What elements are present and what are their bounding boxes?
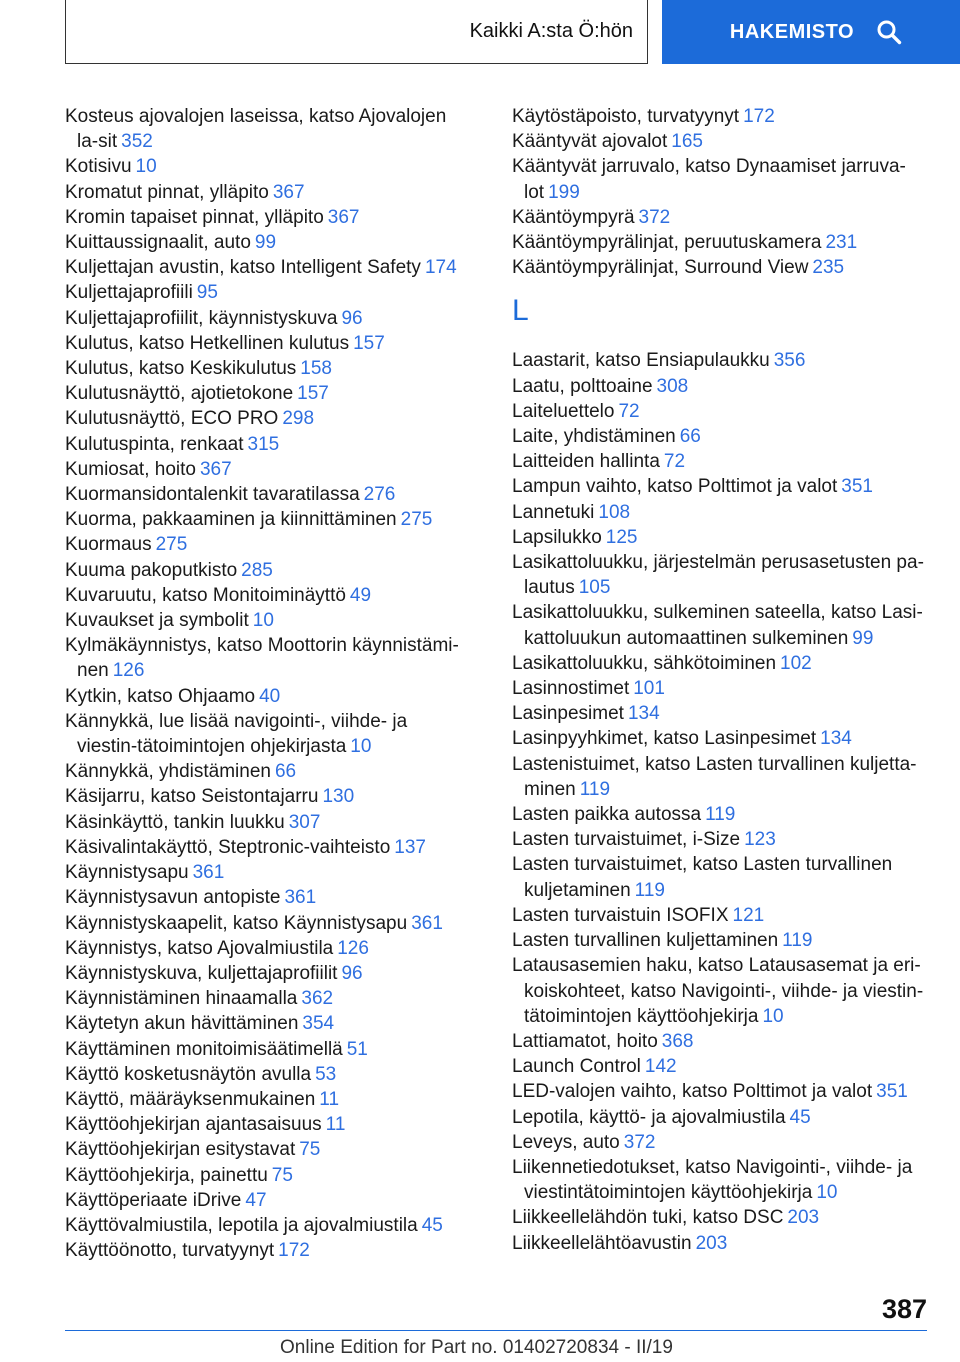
index-entry [65, 331, 470, 356]
page-link[interactable]: 368 [661, 1030, 694, 1052]
index-entry [512, 230, 927, 255]
page-link[interactable]: 308 [656, 375, 689, 397]
index-column-right [512, 104, 927, 1256]
index-entry-text: Kuvaukset ja symbolit [65, 610, 249, 632]
footer-edition: Online Edition for Part no. 01402720834 - II/19 [280, 1337, 673, 1358]
index-entry-text: Käyttö, määräyksenmukainen [65, 1088, 316, 1110]
page-link[interactable]: 203 [695, 1232, 728, 1254]
index-entry-text: Latausasemien haku, katso Latausasemat ja eri-koiskohteet, katso Navigointi-, viihde- ja viestin-tätoimintojen käyttöohjekirja [512, 955, 924, 1027]
index-entry [512, 953, 927, 1029]
index-entry-text: Kuittaussignaalit, auto [65, 232, 251, 254]
index-entry-text: Lasikattoluukku, sähkötoiminen [512, 652, 777, 674]
page-link[interactable]: 134 [627, 703, 660, 725]
page-link[interactable]: 45 [789, 1106, 811, 1128]
index-entry [512, 348, 927, 373]
index-entry [65, 532, 470, 557]
index-entry [512, 827, 927, 852]
index-entry [512, 726, 927, 751]
page-link[interactable]: 361 [192, 862, 225, 884]
page-link[interactable]: 53 [315, 1063, 337, 1085]
index-entry [512, 424, 927, 449]
index-entry [512, 1155, 927, 1205]
page-link[interactable]: 354 [302, 1013, 335, 1035]
index-entry [65, 356, 470, 381]
index-entry [65, 583, 470, 608]
index-entry [65, 936, 470, 961]
index-entry [512, 1105, 927, 1130]
index-entry [512, 129, 927, 154]
index-entry-text: Lasten turvallinen kuljettaminen [512, 930, 779, 952]
page-link[interactable]: 119 [579, 778, 611, 800]
index-entry-text: Kuorma, pakkaaminen ja kiinnittäminen [65, 509, 397, 531]
page-link[interactable]: 47 [245, 1189, 267, 1211]
page-link[interactable]: 276 [363, 484, 396, 506]
index-entry-text: Lannetuki [512, 501, 595, 523]
index-entry-text: Kääntöympyrälinjat, peruutuskamera [512, 232, 822, 254]
index-entry [65, 255, 470, 280]
page-link[interactable]: 275 [400, 509, 433, 531]
index-entry [512, 104, 927, 129]
index-entry [65, 230, 470, 255]
index-entry [512, 1054, 927, 1079]
index-entry-text: Kuuma pakoputkisto [65, 559, 238, 581]
index-entry [512, 701, 927, 726]
tab-a-to-z[interactable] [65, 0, 648, 64]
index-entry-text: Kuljettajaprofiili [65, 282, 193, 304]
index-entry [65, 885, 470, 910]
page-link[interactable]: 126 [337, 937, 369, 959]
index-entry-text: Leveys, auto [512, 1131, 620, 1153]
index-entry-text: Kromatut pinnat, ylläpito [65, 181, 269, 203]
index-entry [65, 205, 470, 230]
index-entry [65, 180, 470, 205]
index-entry [512, 474, 927, 499]
index-group-l [512, 348, 927, 1255]
index-entry [65, 482, 470, 507]
index-entry [65, 558, 470, 583]
page-link[interactable]: 40 [259, 685, 281, 707]
page-link[interactable]: 10 [252, 610, 274, 632]
page-link[interactable]: 66 [274, 761, 297, 783]
index-entry [65, 154, 470, 179]
index-entry [65, 709, 470, 759]
index-entry-text: Lasten turvaistuimet, katso Lasten turvallinen kuljetaminen [512, 854, 893, 901]
index-entry-text: Kuvaruutu, katso Monitoiminäyttö [65, 584, 346, 606]
index-entry-text: Kuormaus [65, 534, 152, 556]
index-entry-text: Lepotila, käyttö- ja ajovalmiustila [512, 1106, 786, 1128]
index-entry-text: Käyttöperiaate iDrive [65, 1189, 242, 1211]
page-link[interactable]: 134 [820, 728, 852, 750]
index-entry [65, 1011, 470, 1036]
page-link[interactable]: 351 [876, 1081, 908, 1103]
index-entry-text: Käynnistysavun antopiste [65, 887, 281, 909]
index-entry-text: Kulutus, katso Keskikulutus [65, 358, 297, 380]
index-entry-text: Lasten turvaistuin ISOFIX [512, 904, 729, 926]
page-link[interactable]: 130 [322, 786, 355, 808]
index-entry [65, 608, 470, 633]
page-link[interactable]: 102 [780, 652, 812, 674]
page-link[interactable]: 172 [278, 1240, 310, 1262]
page-link[interactable]: 72 [663, 451, 686, 473]
page-link[interactable]: 49 [349, 584, 372, 606]
index-entry-text: Kuljettajan avustin, katso Intelligent Safety [65, 257, 421, 279]
index-entry [65, 961, 470, 986]
page-link[interactable]: 298 [282, 408, 315, 430]
index-entry-text: Lastenistuimet, katso Lasten turvallinen kuljetta-minen [512, 753, 917, 800]
index-entry-text: Laatu, polttoaine [512, 375, 653, 397]
index-entry-text: Käyttöohjekirjan ajantasaisuus [65, 1114, 322, 1136]
page-link[interactable]: 10 [350, 736, 372, 758]
index-entry [512, 600, 927, 650]
index-entry [512, 676, 927, 701]
index-entry [65, 1087, 470, 1112]
index-entry [512, 852, 927, 902]
page-link[interactable]: 119 [705, 804, 736, 826]
index-entry-text: Käynnistäminen hinaamalla [65, 988, 298, 1010]
index-entry-text: Kääntöympyrälinjat, Surround View [512, 257, 809, 279]
page-link[interactable]: 361 [411, 912, 443, 934]
index-entry [512, 1205, 927, 1230]
page-link[interactable]: 361 [284, 887, 317, 909]
index-entry-text: Lasinpyyhkimet, katso Lasinpesimet [512, 728, 817, 750]
page-link[interactable]: 126 [112, 660, 145, 682]
page-link[interactable]: 158 [300, 358, 332, 380]
page-link[interactable]: 95 [196, 282, 218, 304]
index-entry-text: Kromin tapaiset pinnat, ylläpito [65, 206, 324, 228]
page-link[interactable]: 99 [852, 627, 874, 649]
page-link[interactable]: 108 [598, 501, 631, 523]
page-link[interactable]: 51 [346, 1038, 368, 1060]
index-entry-text: Lasinnostimet [512, 678, 630, 700]
index-entry [512, 550, 927, 600]
index-entry [512, 1029, 927, 1054]
index-entry [65, 1137, 470, 1162]
page-number: 387 [881, 1294, 927, 1324]
index-entry [65, 759, 470, 784]
page-link[interactable]: 275 [155, 534, 188, 556]
index-entry-text: Kulutuspinta, renkaat [65, 433, 244, 455]
page-link[interactable]: 372 [623, 1131, 656, 1153]
index-entry [65, 381, 470, 406]
page-link[interactable]: 157 [353, 332, 385, 354]
index-entry [512, 449, 927, 474]
index-entry [65, 457, 470, 482]
page-link[interactable]: 203 [787, 1207, 820, 1229]
page-link[interactable]: 10 [135, 156, 157, 178]
page-link[interactable]: 307 [288, 811, 321, 833]
index-entry-text: Kulutus, katso Hetkellinen kulutus [65, 332, 350, 354]
page-link[interactable]: 199 [548, 181, 580, 203]
page-link[interactable]: 96 [341, 307, 363, 329]
page-link[interactable]: 174 [424, 257, 457, 279]
page-link[interactable]: 11 [319, 1088, 340, 1110]
page-link[interactable]: 356 [773, 350, 806, 372]
index-entry [512, 802, 927, 827]
index-entry [512, 154, 927, 204]
index-entry [65, 306, 470, 331]
index-entry-text: Launch Control [512, 1056, 641, 1078]
index-entry-text: Käyttäminen monitoimisäätimellä [65, 1038, 343, 1060]
index-entry-text: Kulutusnäyttö, ECO PRO [65, 408, 279, 430]
index-entry [512, 1079, 927, 1104]
page-link[interactable]: 11 [325, 1114, 346, 1136]
index-entry [512, 903, 927, 928]
index-group-k [512, 104, 927, 280]
index-entry-text: Käyttövalmiustila, lepotila ja ajovalmiustila [65, 1214, 418, 1236]
index-entry-text: Liikkeellelähdön tuki, katso DSC [512, 1207, 784, 1229]
index-entry [65, 633, 470, 683]
index-entry [65, 1037, 470, 1062]
page-link[interactable]: 72 [618, 400, 640, 422]
page-link[interactable]: 351 [841, 476, 873, 498]
page-link[interactable]: 10 [816, 1182, 838, 1204]
search-icon[interactable] [876, 19, 902, 45]
page-link[interactable]: 121 [732, 904, 765, 926]
page-link[interactable]: 99 [254, 232, 277, 254]
index-entry [65, 280, 470, 305]
index-entry-text: Kännykkä, yhdistäminen [65, 761, 271, 783]
page-link[interactable]: 105 [578, 577, 611, 599]
index-entry [65, 1238, 470, 1263]
page-link[interactable]: 142 [644, 1056, 677, 1078]
index-entry [512, 752, 927, 802]
index-entry-text: Laite, yhdistäminen [512, 426, 676, 448]
index-entry-text: Kuljettajaprofiilit, käynnistyskuva [65, 307, 338, 329]
page-link[interactable]: 137 [394, 836, 426, 858]
page-link[interactable]: 315 [247, 433, 280, 455]
index-entry-text: Kylmäkäynnistys, katso Moottorin käynnistämi-nen [65, 635, 459, 682]
page-link[interactable]: 10 [762, 1005, 784, 1027]
index-entry-text: Laiteluettelo [512, 400, 615, 422]
page-link[interactable]: 101 [633, 678, 665, 700]
page-link[interactable]: 125 [605, 526, 638, 548]
page-link[interactable]: 231 [825, 232, 858, 254]
page-link[interactable]: 367 [199, 458, 232, 480]
page-link[interactable]: 96 [341, 962, 363, 984]
index-entry-text: Liikkeellelähtöavustin [512, 1232, 692, 1254]
tab-index-label: HAKEMISTO [729, 20, 855, 43]
page-link[interactable]: 75 [271, 1164, 293, 1186]
index-entry-text: Käynnistyskaapelit, katso Käynnistysapu [65, 912, 408, 934]
page-link[interactable]: 367 [327, 206, 360, 228]
page-link[interactable]: 172 [743, 106, 775, 127]
index-entry-text: Käyttöönotto, turvatyynyt [65, 1240, 275, 1262]
index-entry [65, 406, 470, 431]
index-entry [65, 1188, 470, 1213]
index-entry-text: Lasten paikka autossa [512, 804, 702, 826]
page-link[interactable]: 367 [272, 181, 305, 203]
index-entry [65, 104, 470, 154]
index-entry-text: Kotisivu [65, 156, 132, 178]
footer-divider [65, 1330, 927, 1331]
index-entry [65, 432, 470, 457]
index-entry-text: Lampun vaihto, katso Polttimot ja valot [512, 476, 838, 498]
page-link[interactable]: 157 [297, 383, 329, 405]
index-entry-text: Kytkin, katso Ohjaamo [65, 685, 256, 707]
index-entry-text: Kulutusnäyttö, ajotietokone [65, 383, 294, 405]
page-link[interactable]: 285 [241, 559, 273, 581]
index-entry [65, 684, 470, 709]
page-link[interactable]: 119 [782, 930, 813, 952]
index-entry-text: Laastarit, katso Ensiapulaukku [512, 350, 770, 372]
index-entry-text: Liikennetiedotukset, katso Navigointi-, viihde- ja viestintätoimintojen käyttöohjekirja [512, 1156, 913, 1204]
index-entry-text: Käynnistysapu [65, 862, 189, 884]
index-entry-text: Kääntöympyrä [512, 206, 635, 228]
index-entry [512, 1130, 927, 1155]
index-entry [512, 525, 927, 550]
index-entry-text: Lasikattoluukku, sulkeminen sateella, katso Lasi-kattoluukun automaattinen sulkeminen [512, 602, 923, 649]
index-entry-text: Kääntyvät jarruvalo, katso Dynaamiset jarruva-lot [512, 156, 906, 203]
tab-a-to-z-label: Kaikki A:sta Ö:hön [469, 20, 633, 42]
index-entry-text: Lasinpesimet [512, 703, 624, 725]
index-entry [65, 911, 470, 936]
index-entry-text: Lattiamatot, hoito [512, 1030, 658, 1052]
index-entry-text: Kännykkä, lue lisää navigointi-, viihde- ja viestin-tätoimintojen ohjekirjasta [65, 710, 408, 758]
index-entry [65, 986, 470, 1011]
page-link[interactable]: 362 [301, 988, 334, 1010]
index-entry-text: Kääntyvät ajovalot [512, 131, 668, 153]
tab-index[interactable] [662, 0, 960, 64]
index-entry [65, 810, 470, 835]
index-entry [65, 1062, 470, 1087]
index-entry-text: Laitteiden hallinta [512, 451, 660, 473]
index-entry [512, 651, 927, 676]
page-link[interactable]: 119 [634, 879, 665, 901]
index-entry [65, 860, 470, 885]
section-letter: L [512, 294, 529, 328]
index-entry [65, 1112, 470, 1137]
index-entry [512, 399, 927, 424]
index-entry-text: Kumiosat, hoito [65, 458, 196, 480]
index-entry [65, 784, 470, 809]
index-entry-text: Lapsilukko [512, 526, 602, 548]
index-entry-text: Käytöstäpoisto, turvatyynyt [512, 106, 740, 127]
index-entry-text: Kuormansidontalenkit tavaratilassa [65, 484, 360, 506]
index-entry-text: Käyttöohjekirjan esitystavat [65, 1139, 296, 1161]
index-column-left [65, 104, 470, 1263]
index-entry-text: Kosteus ajovalojen laseissa, katso Ajovalojen la-sit [65, 106, 447, 153]
index-entry-text: Käynnistys, katso Ajovalmiustila [65, 937, 334, 959]
index-entry [65, 1213, 470, 1238]
index-entry [512, 928, 927, 953]
top-bar [0, 0, 960, 68]
index-entry-text: Käsivalintakäyttö, Steptronic-vaihteisto [65, 836, 391, 858]
index-entry-text: Lasikattoluukku, järjestelmän perusasetusten pa-lautus [512, 552, 924, 599]
index-entry [512, 1231, 927, 1256]
index-entry [512, 255, 927, 280]
index-entry-text: Käytetyn akun hävittäminen [65, 1013, 299, 1035]
index-entry [512, 205, 927, 230]
page-link[interactable]: 66 [679, 426, 701, 448]
index-entry-text: LED-valojen vaihto, katso Polttimot ja valot [512, 1081, 873, 1103]
index-entry-text: Käyttöohjekirja, painettu [65, 1164, 268, 1186]
index-entry-text: Lasten turvaistuimet, i-Size [512, 829, 741, 851]
index-entry [65, 835, 470, 860]
page-link[interactable]: 123 [744, 829, 776, 851]
index-entry-text: Käsinkäyttö, tankin luukku [65, 811, 285, 833]
index-entry [512, 500, 927, 525]
index-entry-text: Käynnistyskuva, kuljettajaprofiilit [65, 962, 338, 984]
index-entry [65, 1163, 470, 1188]
page-link[interactable]: 165 [671, 131, 703, 153]
index-entry-text: Käyttö kosketusnäytön avulla [65, 1063, 312, 1085]
page-link[interactable]: 75 [299, 1139, 321, 1161]
index-entry [65, 507, 470, 532]
page-link[interactable]: 352 [121, 131, 153, 153]
index-entry-text: Käsijarru, katso Seistontajarru [65, 786, 319, 808]
page-link[interactable]: 45 [421, 1214, 443, 1236]
index-entry [512, 374, 927, 399]
page-link[interactable]: 235 [812, 257, 845, 279]
page-link[interactable]: 372 [638, 206, 671, 228]
